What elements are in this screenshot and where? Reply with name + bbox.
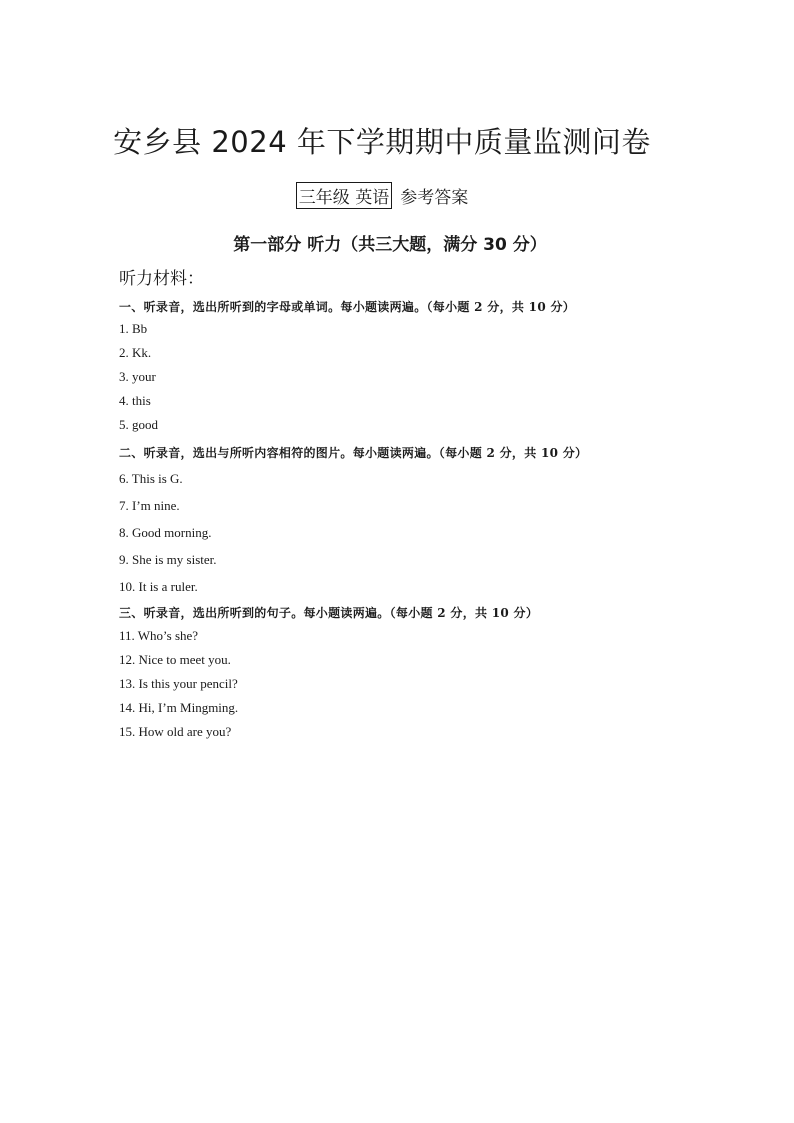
list-item: 4. this: [119, 393, 151, 408]
part-one-heading: 第一部分 听力（共三大题，满分 30 分）: [233, 235, 547, 255]
listening-material-label: 听力材料：: [119, 269, 204, 289]
list-item: 12. Nice to meet you.: [119, 652, 231, 667]
list-item: 15. How old are you?: [119, 724, 232, 739]
list-item: 8. Good morning.: [119, 525, 212, 540]
subtitle: [0, 182, 764, 209]
list-item: 13. Is this your pencil?: [119, 676, 238, 691]
section-3-heading: 三、听录音，选出所听到的句子。每小题读两遍。（每小题 2 分，共 10 分）: [119, 606, 539, 620]
list-item: 14. Hi, I’m Mingming.: [119, 700, 239, 715]
list-item: 11. Who’s she?: [119, 628, 199, 643]
list-item: 3. your: [119, 369, 156, 384]
section-2-heading: 二、听录音，选出与所听内容相符的图片。每小题读两遍。（每小题 2 分，共 10 分）: [119, 446, 588, 460]
list-item: 9. She is my sister.: [119, 552, 217, 567]
list-item: 6. This is G.: [119, 471, 183, 486]
list-item: 5. good: [119, 417, 158, 432]
page-title: 安乡县 2024 年下学期期中质量监测问卷: [113, 125, 651, 159]
list-item: 7. I’m nine.: [119, 498, 180, 513]
list-item: 2. Kk.: [119, 345, 152, 360]
list-item: 10. It is a ruler.: [119, 579, 198, 594]
list-item: 1. Bb: [119, 321, 148, 336]
answer-key-label: 参考答案: [400, 188, 469, 208]
section-1-heading: 一、听录音，选出所听到的字母或单词。每小题读两遍。（每小题 2 分，共 10 分）: [119, 300, 576, 314]
grade-subject-box: 三年级 英语: [296, 182, 392, 209]
